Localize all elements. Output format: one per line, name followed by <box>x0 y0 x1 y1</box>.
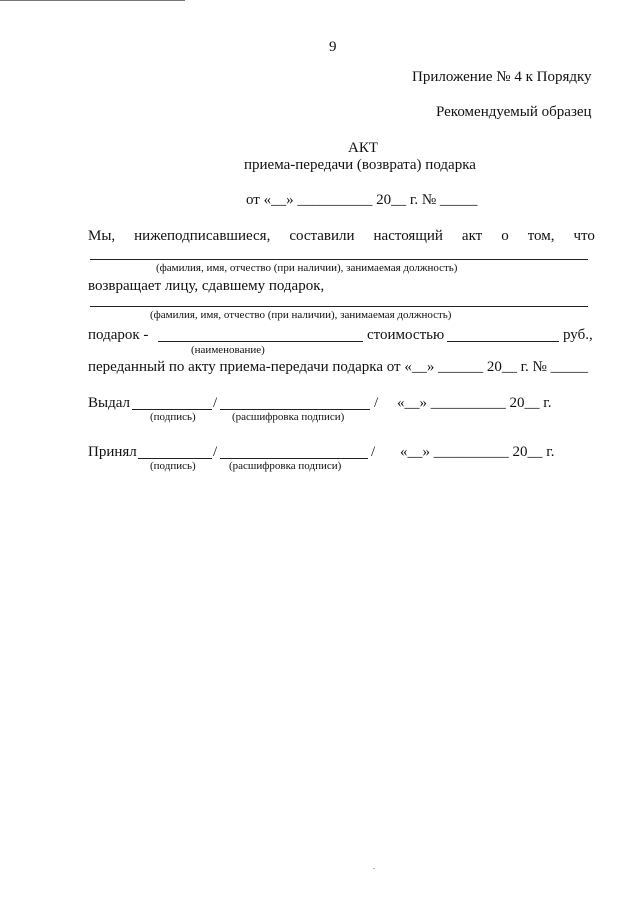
header-rule <box>0 0 185 1</box>
intro-word: том, <box>527 228 555 244</box>
gift-currency: руб., <box>563 327 593 343</box>
page-number: 9 <box>329 39 337 55</box>
gift-cost-blank[interactable] <box>447 341 559 342</box>
received-slash-2: / <box>371 444 376 460</box>
received-sign-caption: (подпись) <box>150 460 196 472</box>
intro-word: составили <box>289 228 355 244</box>
issued-slash: / <box>213 395 218 411</box>
appendix-reference: Приложение № 4 к Порядку <box>412 69 592 85</box>
intro-word: акт <box>461 228 483 244</box>
transferred-line: переданный по акту приема-передачи подарка от «__» ______ 20__ г. № _____ <box>88 359 589 375</box>
intro-word: Мы, <box>88 228 116 244</box>
issued-signature-blank[interactable] <box>132 409 212 410</box>
gift-cost-label: стоимостью <box>367 327 445 343</box>
issued-decode-caption: (расшифровка подписи) <box>232 411 345 423</box>
gift-label: подарок - <box>88 327 149 343</box>
received-decode-blank[interactable] <box>220 458 368 459</box>
gift-name-caption: (наименование) <box>191 344 265 356</box>
document-title: АКТ <box>348 140 378 156</box>
received-signature-blank[interactable] <box>138 458 212 459</box>
fio-blank-1[interactable] <box>90 259 588 260</box>
recommended-sample: Рекомендуемый образец <box>436 104 592 120</box>
fio-blank-2[interactable] <box>90 306 588 307</box>
received-decode-caption: (расшифровка подписи) <box>229 460 342 472</box>
document-date-line: от «__» __________ 20__ г. № _____ <box>246 192 478 208</box>
intro-line <box>88 227 595 245</box>
issued-date: «__» __________ 20__ г. <box>397 395 552 411</box>
received-date: «__» __________ 20__ г. <box>400 444 555 460</box>
received-label: Принял <box>88 444 137 460</box>
scan-speck <box>373 868 375 869</box>
intro-word: нижеподписавшиеся, <box>134 228 271 244</box>
document-subtitle: приема-передачи (возврата) подарка <box>244 157 476 173</box>
issued-slash-2: / <box>374 395 379 411</box>
issued-decode-blank[interactable] <box>220 409 370 410</box>
issued-sign-caption: (подпись) <box>150 411 196 423</box>
fio-caption-2: (фамилия, имя, отчество (при наличии), занимаемая должность) <box>150 309 452 321</box>
received-slash: / <box>213 444 218 460</box>
intro-word: что <box>573 228 595 244</box>
returns-line: возвращает лицу, сдавшему подарок, <box>88 278 325 294</box>
fio-caption-1: (фамилия, имя, отчество (при наличии), занимаемая должность) <box>156 262 458 274</box>
gift-name-blank[interactable] <box>158 341 363 342</box>
issued-label: Выдал <box>88 395 130 411</box>
intro-word: настоящий <box>373 228 443 244</box>
intro-word: о <box>501 228 509 244</box>
